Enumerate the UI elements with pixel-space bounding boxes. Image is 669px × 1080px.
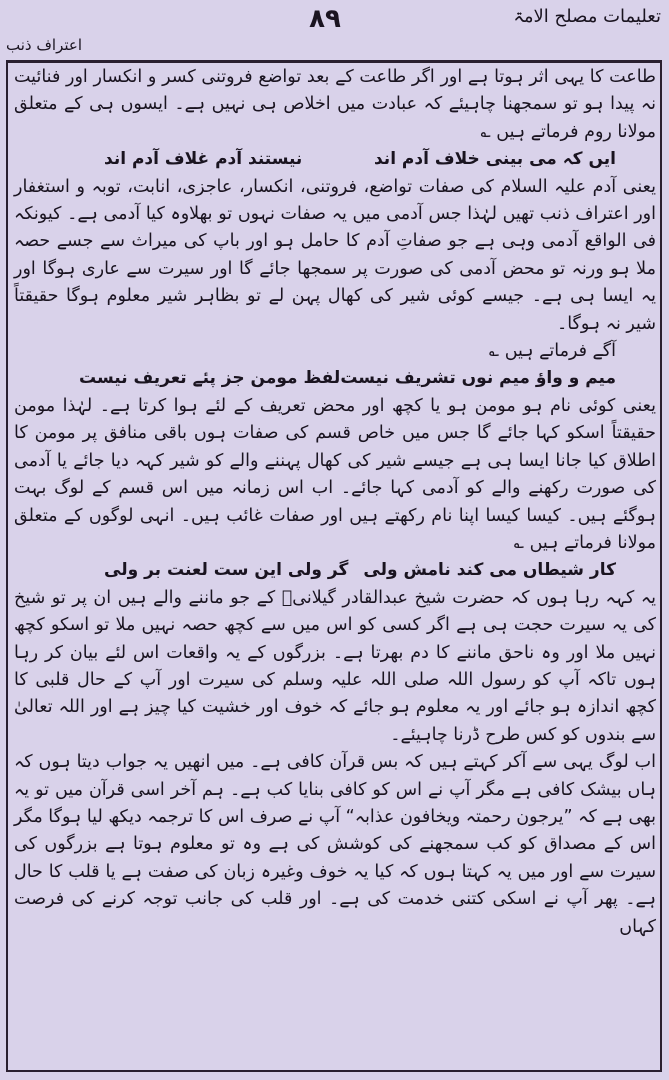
verse-couplet: [14, 365, 656, 392]
paragraph: آگے فرماتے ہیں ؎: [488, 341, 616, 362]
paragraph: اب لوگ یہی سے آکر کہتے ہیں کہ بس قرآن کافی ہے۔ میں انھیں یہ جواب دیتا ہوں کہ ہاں بیشک کافی ہے مگر آپ نے اس کو کافی بنایا کب ہے۔ ہم آخر اسی قرآن میں تو یہ بھی ہے کہ ”یرجون رحمتہ ویخافون عذابہ“ آپ نے صرف اس کا ترجمہ دیکھ لیا ہوگا مگر اس کے مصداق کو کب سمجھنے کی کوشش کی ہے وہ تو معلوم ہوتا ہے بزرگوں کی سیرت سے اور میں یہ کہتا ہوں کہ کیا یہ خوف وغیرہ زبان کی صفت ہے یا قلب کا حال ہے۔ پھر آپ نے اسکی کتنی خدمت کی ہے۔ اور قلب کی جانب توجہ کرنے کی فرصت کہاں: [14, 752, 656, 937]
verse-first-half: میم و واؤ میم نوں تشریف نیست: [340, 368, 616, 389]
running-title: تعلیمات مصلح الامۃ: [513, 6, 661, 27]
paragraph: یعنی آدم علیہ السلام کی صفات تواضع، فروتنی، انکسار، عاجزی، انابت، توبہ و استغفار اور اعتراف ذنب تھیں لہٰذا جس آدمی میں یہ صفات نہوں تو بھلاوہ کیا آدمی ہے۔ کیونکہ فی الواقع آدمی وہی ہے جو صفاتِ آدم کا حامل ہو اور باپ کی میراث سے جسے حصہ ملا ہو ورنہ تو محض آدمی کی صورت پر سمجھا جائے گا اور سیرت سے عاری ہوگا اور یہ ایسا ہی ہے۔ جیسے کوئی شیر کی کھال پہن لے تو بظاہر شیر معلوم ہوگا حقیقتاً شیر نہ ہوگا۔: [14, 176, 656, 334]
verse-second-half: لفظ مومن جز پئے تعریف نیست: [78, 368, 341, 389]
page-header: [0, 0, 669, 54]
verse-second-half: گر ولی این ست لعنت بر ولی: [104, 560, 349, 581]
page-number: ۸۹: [309, 4, 341, 34]
verse-first-half: کار شیطاں می کند نامش ولی: [363, 560, 616, 581]
verse-couplet: [14, 557, 656, 584]
verse-second-half: نیستند آدم غلاف آدم اند: [104, 149, 303, 170]
verse-couplet: [14, 146, 656, 173]
page-body: [14, 64, 656, 941]
verse-first-half: ایں کہ می بینی خلاف آدم اند: [373, 149, 616, 170]
paragraph: یہ کہہ رہا ہوں کہ حضرت شیخ عبدالقادر گیلانیؒ کے جو ماننے والے ہیں ان پر تو شیخ کی یہ سیرت حجت ہی ہے اگر کسی کو اس میں سے کچھ حصہ نہیں ملا تو اسکو کچھ نہیں ملا اور وہ ناحق ماننے کا دم بھرتا ہے۔ بزرگوں کے یہ واقعات اس لئے بیان کر رہا ہوں تاکہ آپ کو رسول اللہ صلی اللہ علیہ وسلم کی سیرت اور آپ کے حال قلبی کا کچھ اندازہ ہو جائے اور یہ معلوم ہو جائے کہ خوف اور خشیت کیا چیز ہے اور اللہ تعالیٰ سے بندوں کو کس طرح ڈرنا چاہیئے۔: [14, 587, 656, 745]
paragraph: یعنی کوئی نام ہو مومن ہو یا کچھ اور محض تعریف کے لئے ہوا کرتا ہے۔ لہٰذا مومن حقیقتاً اسکو کہا جائے گا جس میں خاص قسم کی صفات ہوں باقی منافق پر مومن کا اطلاق کیا جانا ایسا ہی ہے جیسے شیر کی کھال پہننے والے کو شیر کہہ دیا جائے یا آدمی کی صورت رکھنے والے کو آدمی کہا جائے۔ اب اس زمانہ میں اس قسم کے لوگ بہت ہوگئے ہیں۔ کیسا کیسا اپنا نام رکھتے ہیں اور صفات غائب ہیں۔ انہی لوگوں کے متعلق مولانا فرماتے ہیں ؎: [14, 395, 656, 553]
paragraph: طاعت کا یہی اثر ہوتا ہے اور اگر طاعت کے بعد تواضع فروتنی کسر و انکسار اور فنائیت نہ پیدا ہو تو سمجھنا چاہیئے کہ عبادت میں اخلاص ہی نہیں ہے۔ ایسوں ہی کے متعلق مولانا روم فرماتے ہیں ؎: [14, 67, 656, 142]
running-subtitle: اعتراف ذنب: [6, 36, 82, 54]
